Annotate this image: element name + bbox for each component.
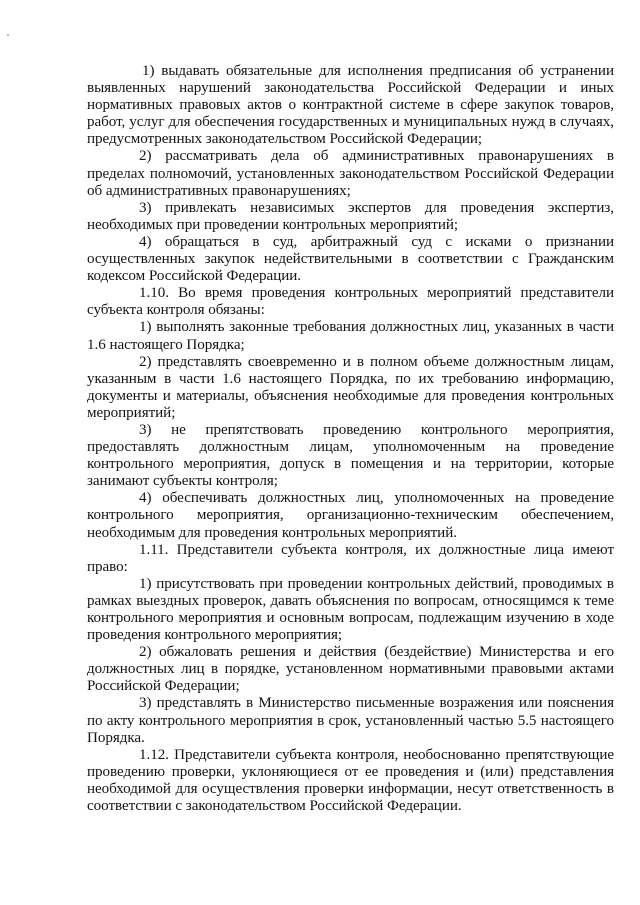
section-1-12: 1.12. Представители субъекта контроля, необоснованно препятствующие проведению проверки, уклоняющиеся от ее проведения и (или) представления необходимой для осуществления проверки информации, несут ответственность в соответствии с законодательством Российской Федерации. — [87, 746, 614, 815]
paragraph-issue-orders: 1) выдавать обязательные для исполнения предписания об устранении выявленных нарушений законодательства Российской Федерации и иных нормативных правовых актов о контрактной системе в сфере закупок товаров, работ, услуг для обеспечения государственных и муниципальных нужд в случаях, предусмотренных законодательством Российской Федерации; — [87, 63, 614, 148]
scan-speck — [7, 34, 9, 36]
paragraph-not-obstruct: 3) не препятствовать проведению контрольного мероприятия, предоставлять должностным лицам, уполномоченным на проведение контрольного мероприятия, допуск в помещения и на территории, которые занимают субъекты контроля; — [87, 421, 614, 490]
section-1-10-intro: 1.10. Во время проведения контрольных мероприятий представители субъекта контроля обязаны: — [87, 285, 614, 319]
paragraph-apply-to-court: 4) обращаться в суд, арбитражный суд с исками о признании осуществленных закупок недействительными в соответствии с Гражданским кодексом Российской Федерации. — [87, 233, 614, 285]
paragraph-be-present: 1) присутствовать при проведении контрольных действий, проводимых в рамках выездных проверок, давать объяснения по вопросам, относящимся к теме контрольного мероприятия и основным вопросам, подлежащим изучению в ходе проведения контрольного мероприятия; — [87, 575, 614, 644]
paragraph-provide-support: 4) обеспечивать должностных лиц, уполномоченных на проведение контрольного мероприятия, организационно-техническим обеспечением, необходимым для проведения контрольных мероприятий. — [87, 490, 614, 541]
paragraph-provide-information: 2) представлять своевременно и в полном объеме должностным лицам, указанным в части 1.6 настоящего Порядка, по их требованию информацию, документы и материалы, объяснения необходимые для проведения контрольных мероприятий; — [87, 353, 614, 421]
paragraph-appeal-decisions: 2) обжаловать решения и действия (бездействие) Министерства и его должностных лиц в порядке, установленном нормативными правовыми актами Российской Федерации; — [87, 644, 614, 695]
paragraph-review-cases: 2) рассматривать дела об административных правонарушениях в пределах полномочий, установленных законодательством Российской Федерации об административных правонарушениях; — [87, 148, 614, 199]
paragraph-fulfil-requirements: 1) выполнять законные требования должностных лиц, указанных в части 1.6 настоящего Порядка; — [87, 319, 614, 353]
paragraph-submit-objections: 3) представлять в Министерство письменные возражения или пояснения по акту контрольного мероприятия в срок, установленный частью 5.5 настоящего Порядка. — [87, 695, 614, 746]
paragraph-involve-experts: 3) привлекать независимых экспертов для проведения экспертиз, необходимых при проведении контрольных мероприятий; — [87, 199, 614, 233]
section-1-11-intro: 1.11. Представители субъекта контроля, их должностные лица имеют право: — [87, 541, 614, 575]
